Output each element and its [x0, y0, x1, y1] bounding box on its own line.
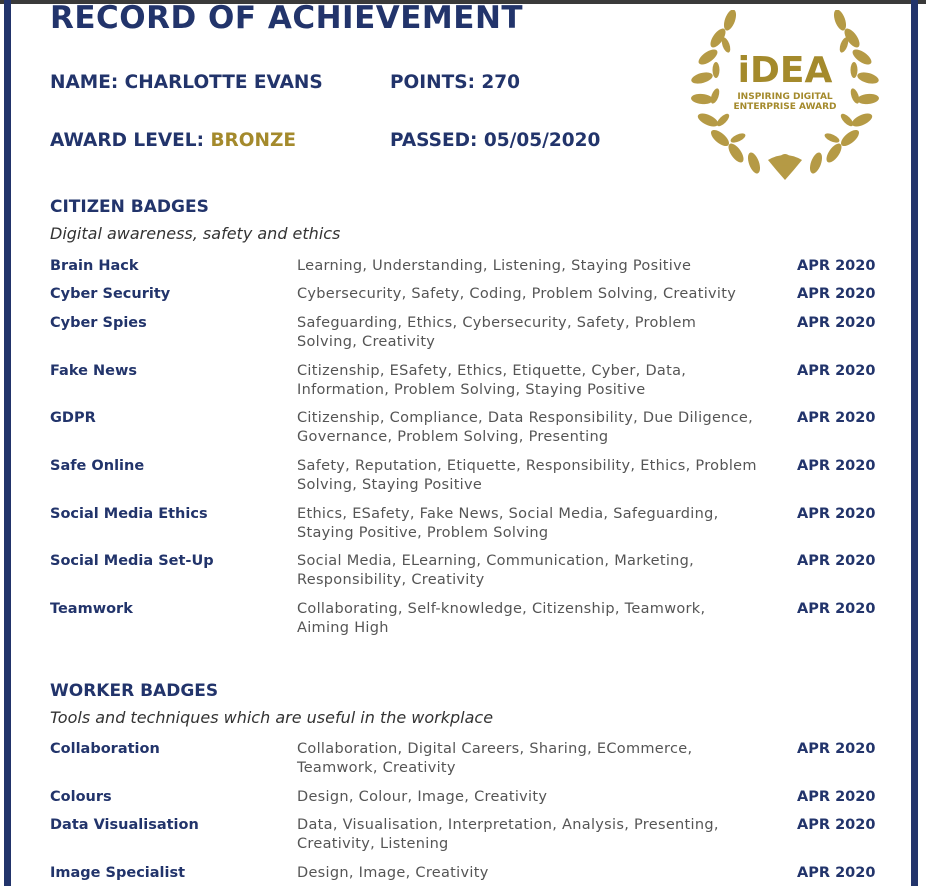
- citizen-badges-subtitle: Digital awareness, safety and ethics: [50, 224, 341, 243]
- badge-skills: Citizenship, ESafety, Ethics, Etiquette, Cyber, Data, Information, Problem Solving, Staying Positive: [297, 363, 687, 398]
- badge-date: APR 2020: [797, 553, 876, 569]
- points-field: POINTS: 270: [390, 72, 521, 93]
- badge-date: APR 2020: [797, 363, 876, 379]
- badge-name: Image Specialist: [50, 865, 186, 881]
- badge-skills: Collaborating, Self-knowledge, Citizenship, Teamwork, Aiming High: [297, 601, 706, 636]
- badge-date: APR 2020: [797, 865, 876, 881]
- page-title: RECORD OF ACHIEVEMENT: [50, 0, 524, 36]
- badge-skills: Safety, Reputation, Etiquette, Responsibility, Ethics, Problem Solving, Staying Positive: [297, 458, 757, 493]
- badge-skills: Cybersecurity, Safety, Coding, Problem Solving, Creativity: [297, 286, 737, 302]
- badge-skills: Ethics, ESafety, Fake News, Social Media, Safeguarding, Staying Positive, Problem Solving: [297, 506, 719, 541]
- badge-name: Fake News: [50, 363, 137, 379]
- badge-date: APR 2020: [797, 789, 876, 805]
- page-border-left: [4, 0, 11, 886]
- idea-wordmark: iDEA: [737, 50, 833, 91]
- badge-name: Social Media Ethics: [50, 506, 208, 522]
- badge-date: APR 2020: [797, 410, 876, 426]
- passed-date-field: PASSED: 05/05/2020: [390, 130, 601, 151]
- badge-date: APR 2020: [797, 741, 876, 757]
- badge-skills: Learning, Understanding, Listening, Staying Positive: [297, 258, 692, 274]
- badge-name: Data Visualisation: [50, 817, 199, 833]
- idea-logo: [690, 10, 880, 185]
- badge-skills: Social Media, ELearning, Communication, Marketing, Responsibility, Creativity: [297, 553, 695, 588]
- badge-name: Colours: [50, 789, 112, 805]
- badge-skills: Data, Visualisation, Interpretation, Analysis, Presenting, Creativity, Listening: [297, 817, 719, 852]
- badge-name: Cyber Spies: [50, 315, 147, 331]
- name-field: NAME: CHARLOTTE EVANS: [50, 72, 323, 93]
- award-level-value: BRONZE: [210, 130, 297, 151]
- badge-skills: Collaboration, Digital Careers, Sharing, ECommerce, Teamwork, Creativity: [297, 741, 693, 776]
- award-level-field: [50, 129, 296, 153]
- badge-skills: Safeguarding, Ethics, Cybersecurity, Safety, Problem Solving, Creativity: [297, 315, 697, 350]
- badge-name: GDPR: [50, 410, 96, 426]
- idea-tagline-line2: ENTERPRISE AWARD: [733, 102, 837, 112]
- badge-date: APR 2020: [797, 258, 876, 274]
- badge-date: APR 2020: [797, 601, 876, 617]
- citizen-badges-title: CITIZEN BADGES: [50, 197, 209, 217]
- badge-name: Collaboration: [50, 741, 160, 757]
- badge-name: Safe Online: [50, 458, 145, 474]
- badge-name: Brain Hack: [50, 258, 139, 274]
- badge-date: APR 2020: [797, 286, 876, 302]
- badge-date: APR 2020: [797, 506, 876, 522]
- badge-name: Social Media Set-Up: [50, 553, 214, 569]
- page-border-right: [911, 0, 918, 886]
- worker-badges-title: WORKER BADGES: [50, 681, 219, 701]
- badge-skills: Design, Image, Creativity: [297, 865, 489, 881]
- idea-tagline-line1: INSPIRING DIGITAL: [737, 92, 833, 102]
- badge-skills: Design, Colour, Image, Creativity: [297, 789, 548, 805]
- badge-name: Cyber Security: [50, 286, 171, 302]
- badge-date: APR 2020: [797, 315, 876, 331]
- badge-name: Teamwork: [50, 601, 133, 617]
- award-level-prefix: AWARD LEVEL:: [50, 130, 204, 151]
- worker-badges-subtitle: Tools and techniques which are useful in the workplace: [50, 708, 494, 727]
- badge-date: APR 2020: [797, 458, 876, 474]
- badge-date: APR 2020: [797, 817, 876, 833]
- badge-skills: Citizenship, Compliance, Data Responsibility, Due Diligence, Governance, Problem Solving, Presenting: [297, 410, 754, 445]
